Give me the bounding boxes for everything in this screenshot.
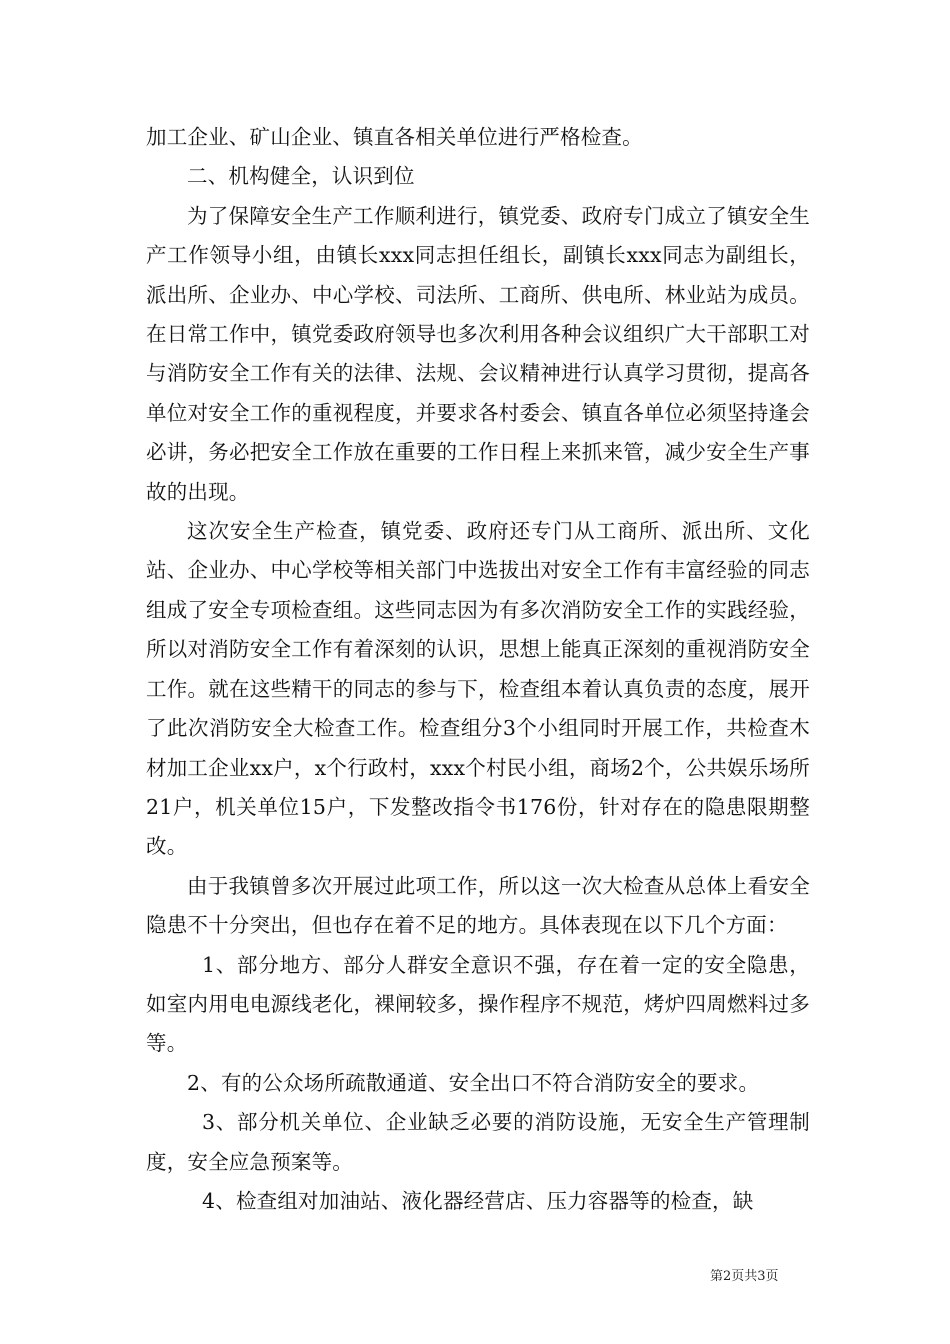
paragraph-continuation: 加工企业、矿山企业、镇直各相关单位进行严格检查。 bbox=[146, 125, 643, 149]
list-item: 2、有的公众场所疏散通道、安全出口不符合消防安全的要求。 bbox=[187, 1070, 760, 1095]
paragraph: 为了保障安全生产工作顺利进行，镇党委、政府专门成立了镇安全生产工作领导小组，由镇长xxx同志担任组长，副镇长xxx同志为副组长，派出所、企业办、中心学校、司法所、工商所、供电所、林业站为成员。在日常工作中，镇党委政府领导也多次利用各种会议组织广大干部职工对与消防安全工作有关的法律、法规、会议精神进行认真学习贯彻，提高各单位对安全工作的重视程度，并要求各村委会、镇直各单位必须坚持逢会必讲，务必把安全工作放在重要的工作日程上来抓来管，减少安全生产事故的出现。 bbox=[146, 203, 810, 504]
list-item: 4、检查组对加油站、液化器经营店、压力容器等的检查，缺 bbox=[202, 1188, 754, 1213]
page-number-footer: 第2页共3页 bbox=[710, 1269, 779, 1284]
paragraph: 这次安全生产检查，镇党委、政府还专门从工商所、派出所、文化站、企业办、中心学校等相关部门中选拔出对安全工作有丰富经验的同志组成了安全专项检查组。这些同志因为有多次消防安全工作的实践经验，所以对消防安全工作有着深刻的认识，思想上能真正深刻的重视消防安全工作。就在这些精干的同志的参与下，检查组本着认真负责的态度，展开了此次消防安全大检查工作。检查组分3个小组同时开展工作，共检查木材加工企业xx户，x个行政村，xxx个村民小组，商场2个，公共娱乐场所21户，机关单位15户，下发整改指令书176份，针对存在的隐患限期整改。 bbox=[146, 519, 810, 859]
list-item: 1、部分地方、部分人群安全意识不强，存在着一定的安全隐患，如室内用电电源线老化，裸闸较多，操作程序不规范，烤炉四周燃料过多等。 bbox=[146, 952, 810, 1056]
list-item: 3、部分机关单位、企业缺乏必要的消防设施，无安全生产管理制度，安全应急预案等。 bbox=[146, 1110, 810, 1174]
paragraph: 由于我镇曾多次开展过此项工作，所以这一次大检查从总体上看安全隐患不十分突出，但也存在着不足的地方。具体表现在以下几个方面： bbox=[146, 873, 810, 938]
section-heading: 二、机构健全，认识到位 bbox=[187, 164, 415, 189]
document-body bbox=[146, 118, 810, 1221]
